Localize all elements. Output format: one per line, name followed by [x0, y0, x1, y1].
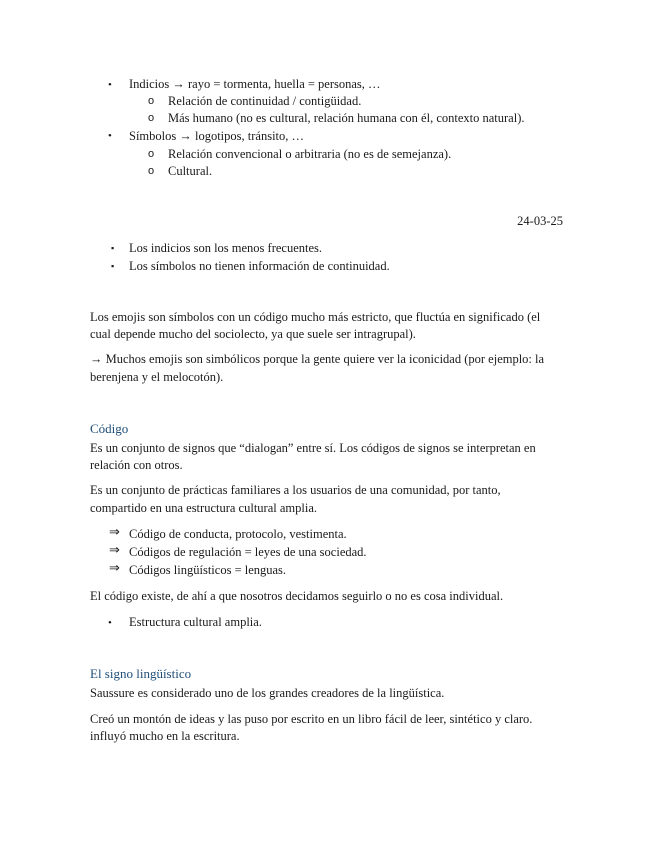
bullet-circle: o — [148, 112, 155, 124]
bullet-circle: o — [148, 95, 155, 107]
double-arrow-icon: ⇒ — [109, 543, 120, 558]
paragraph-line: relación con otros. — [90, 458, 183, 472]
list-subitem: Más humano (no es cultural, relación humana con él, contexto natural). — [168, 111, 525, 125]
paragraph-line: cual depende mucho del sociolecto, ya que suele ser intragrupal). — [90, 327, 416, 341]
bullet-circle: o — [148, 165, 155, 177]
list-item: Códigos lingüísticos = lenguas. — [129, 563, 287, 577]
bullet-square: ▪ — [111, 261, 115, 271]
paragraph-line: → Muchos emojis son simbólicos porque la gente quiere ver la iconicidad (por ejemplo: la — [90, 352, 545, 366]
heading-codigo: Código — [90, 421, 129, 436]
list-item-simbolos: Símbolos → logotipos, tránsito, … — [129, 129, 305, 143]
list-item: Códigos de regulación = leyes de una sociedad. — [129, 545, 367, 559]
list-item: Código de conducta, protocolo, vestimenta. — [129, 527, 347, 541]
list-subitem: Relación convencional o arbitraria (no es de semejanza). — [168, 147, 452, 161]
bullet-disc: • — [108, 617, 112, 629]
paragraph-line: Es un conjunto de signos que “dialogan” entre sí. Los códigos de signos se interpretan en — [90, 441, 536, 455]
paragraph-line: Es un conjunto de prácticas familiares a los usuarios de una comunidad, por tanto, — [90, 483, 501, 497]
paragraph-line: berenjena y el melocotón). — [90, 370, 224, 384]
paragraph-line: Saussure es considerado uno de los grandes creadores de la lingüística. — [90, 686, 445, 700]
double-arrow-icon: ⇒ — [109, 561, 120, 576]
list-item: Los símbolos no tienen información de continuidad. — [129, 259, 390, 273]
bullet-circle: o — [148, 148, 155, 160]
list-item: Estructura cultural amplia. — [129, 615, 262, 629]
paragraph-line: Los emojis son símbolos con un código mucho más estricto, que fluctúa en significado (el — [90, 310, 541, 324]
paragraph-line: influyó mucho en la escritura. — [90, 729, 240, 743]
list-item-indicios: Indicios → rayo = tormenta, huella = personas, … — [129, 77, 381, 91]
list-subitem: Cultural. — [168, 164, 213, 178]
list-item: Los indicios son los menos frecuentes. — [129, 241, 323, 255]
bullet-disc: • — [108, 130, 112, 142]
paragraph-line: Creó un montón de ideas y las puso por escrito en un libro fácil de leer, sintético y claro. — [90, 712, 533, 726]
list-subitem: Relación de continuidad / contigüidad. — [168, 94, 362, 108]
bullet-disc: • — [108, 79, 112, 91]
date-label: 24-03-25 — [517, 214, 563, 228]
bullet-square: ▪ — [111, 243, 115, 253]
paragraph-line: compartido en una estructura cultural amplia. — [90, 501, 317, 515]
paragraph-line: El código existe, de ahí a que nosotros decidamos seguirlo o no es cosa individual. — [90, 589, 504, 603]
heading-signo-linguistico: El signo lingüístico — [90, 666, 192, 681]
double-arrow-icon: ⇒ — [109, 525, 120, 540]
